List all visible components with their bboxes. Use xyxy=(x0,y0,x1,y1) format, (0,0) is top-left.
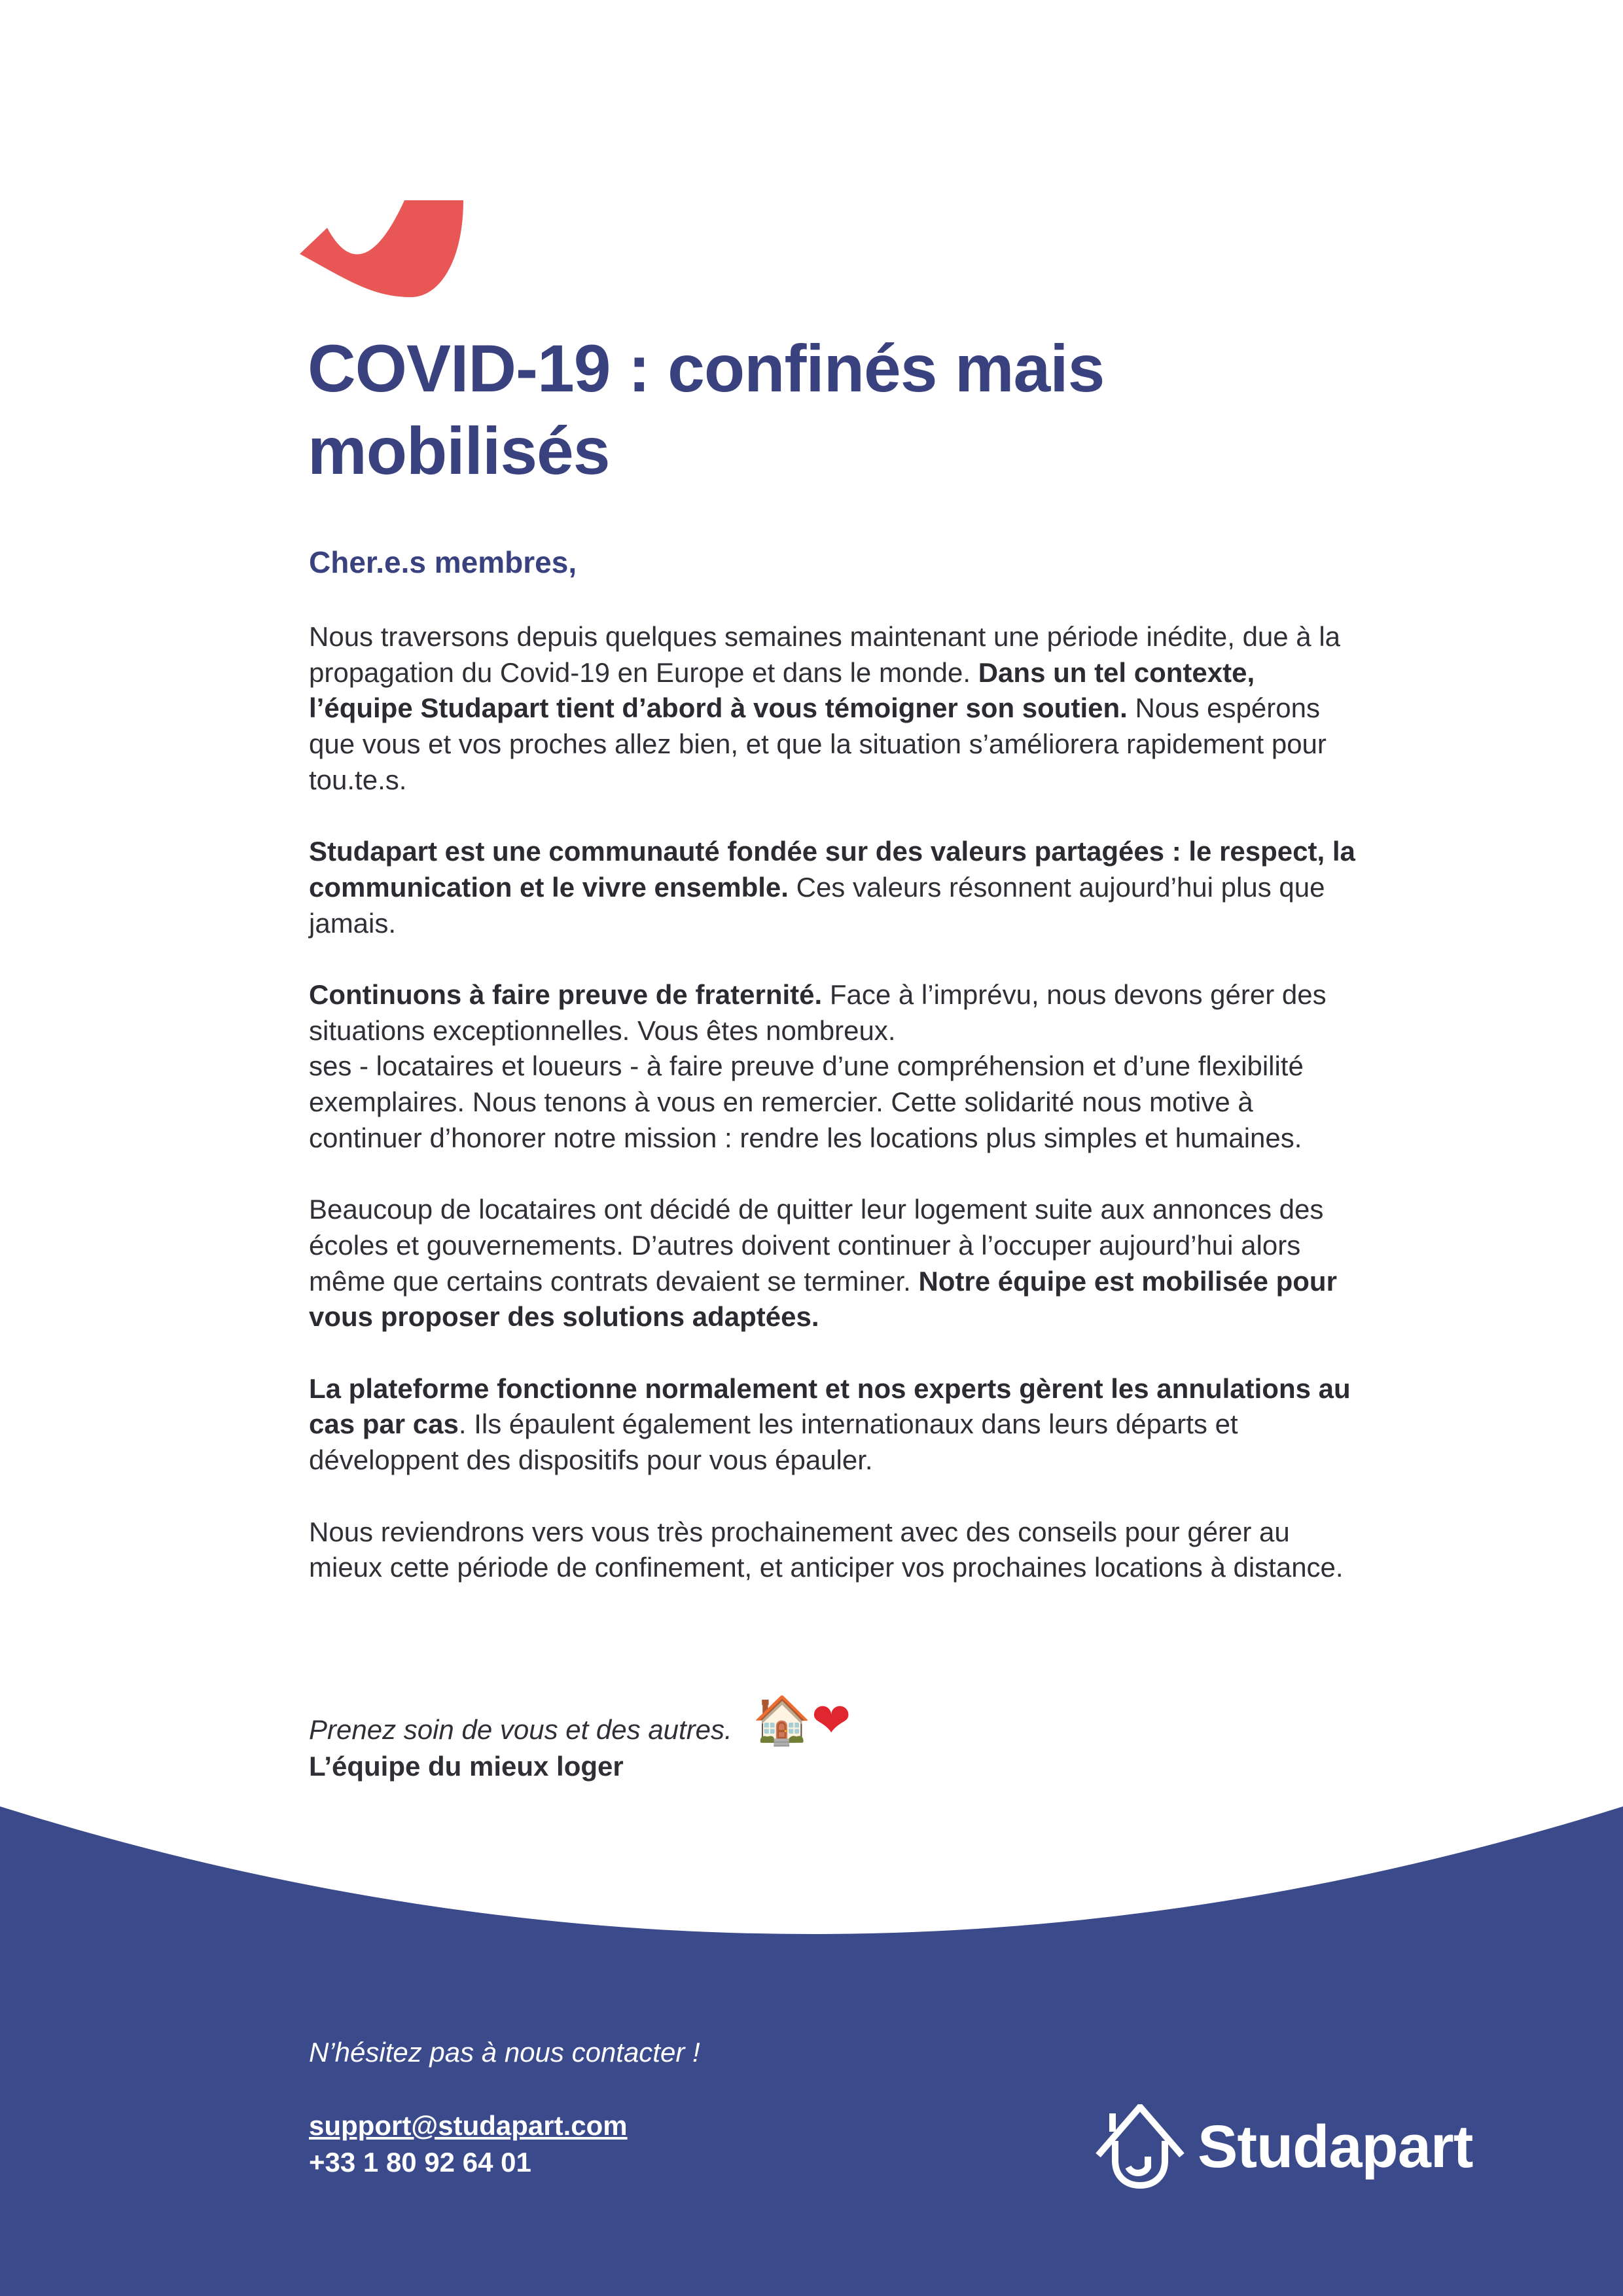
body-text: Beaucoup de locataires ont décidé de quitter leur logement suite aux annonces des écoles et gouvernements. D’autres doivent continuer à l’occuper aujourd’hui alors même que certains contrats devaient se terminer. xyxy=(309,1194,1324,1297)
signature: L’équipe du mieux loger xyxy=(309,1751,624,1782)
closing-line: Prenez soin de vous et des autres. xyxy=(309,1714,732,1745)
studapart-logo xyxy=(1094,2104,1472,2189)
greeting: Cher.e.s membres, xyxy=(309,545,577,579)
body-text: Nous espérons que vous et vos proches allez bien, et que la situation s’améliorera rapidement pour tou.te.s. xyxy=(309,692,1327,795)
support-email-link[interactable]: support@studapart.com xyxy=(309,2110,628,2141)
body-text: . Ils épaulent également les internationaux dans leurs départs et développent des dispositifs pour vous épauler. xyxy=(309,1408,1238,1476)
bold-text: Studapart est une communauté fondée sur des valeurs partagées : le respect, la communication et le vivre ensemble. xyxy=(309,836,1355,903)
studapart-house-face-icon xyxy=(1094,2104,1186,2189)
letter-paragraph xyxy=(309,1515,1356,1586)
letter-paragraph xyxy=(309,834,1356,941)
bold-text: Continuons à faire preuve de fraternité. xyxy=(309,979,823,1010)
body-text: Face à l’imprévu, nous devons gérer des situations exceptionnelles. Vous êtes nombreux. xyxy=(309,979,1327,1046)
house-emoji-icon: 🏠 xyxy=(753,1693,812,1748)
body-text: ses - locataires et loueurs - à faire preuve d’une compréhension et d’une flexibilité exemplaires. Nous tenons à vous en remercier. Cette solidarité nous motive à continuer d’honorer notre mission : rendre les locations plus simples et humaines. xyxy=(309,1050,1304,1153)
bold-text: La plateforme fonctionne normalement et nos experts gèrent les annulations au cas par cas xyxy=(309,1372,1351,1440)
contact-prompt: N’hésitez pas à nous contacter ! xyxy=(309,2037,700,2068)
body-text: Nous traversons depuis quelques semaines maintenant une période inédite, due à la propagation du Covid-19 en Europe et dans le monde. xyxy=(309,621,1341,688)
letter-body xyxy=(309,619,1356,1622)
bold-text: Notre équipe est mobilisée pour vous proposer des solutions adaptées. xyxy=(309,1265,1337,1333)
support-phone: +33 1 80 92 64 01 xyxy=(309,2147,531,2178)
body-text: Ces valeurs résonnent aujourd’hui plus que jamais. xyxy=(309,871,1325,939)
studapart-smile-mark-icon xyxy=(300,200,465,298)
brand-name: Studapart xyxy=(1198,2113,1473,2180)
letter-paragraph xyxy=(309,1371,1356,1479)
page-title: COVID-19 : confinés mais mobilisés xyxy=(308,331,1105,488)
body-text: Nous reviendrons vers vous très prochainement avec des conseils pour gérer au mieux cette période de confinement, et anticiper vos prochaines locations à distance. xyxy=(309,1516,1344,1583)
letter-paragraph xyxy=(309,1192,1356,1335)
footer-wave-background xyxy=(0,1806,1623,2296)
heart-emoji-icon: ❤ xyxy=(812,1693,851,1748)
signoff xyxy=(309,1693,851,1785)
letter-paragraph xyxy=(309,619,1356,798)
bold-text: Dans un tel contexte, l’équipe Studapart tient d’abord à vous témoigner son soutien. xyxy=(309,656,1255,724)
letter-paragraph xyxy=(309,977,1356,1157)
